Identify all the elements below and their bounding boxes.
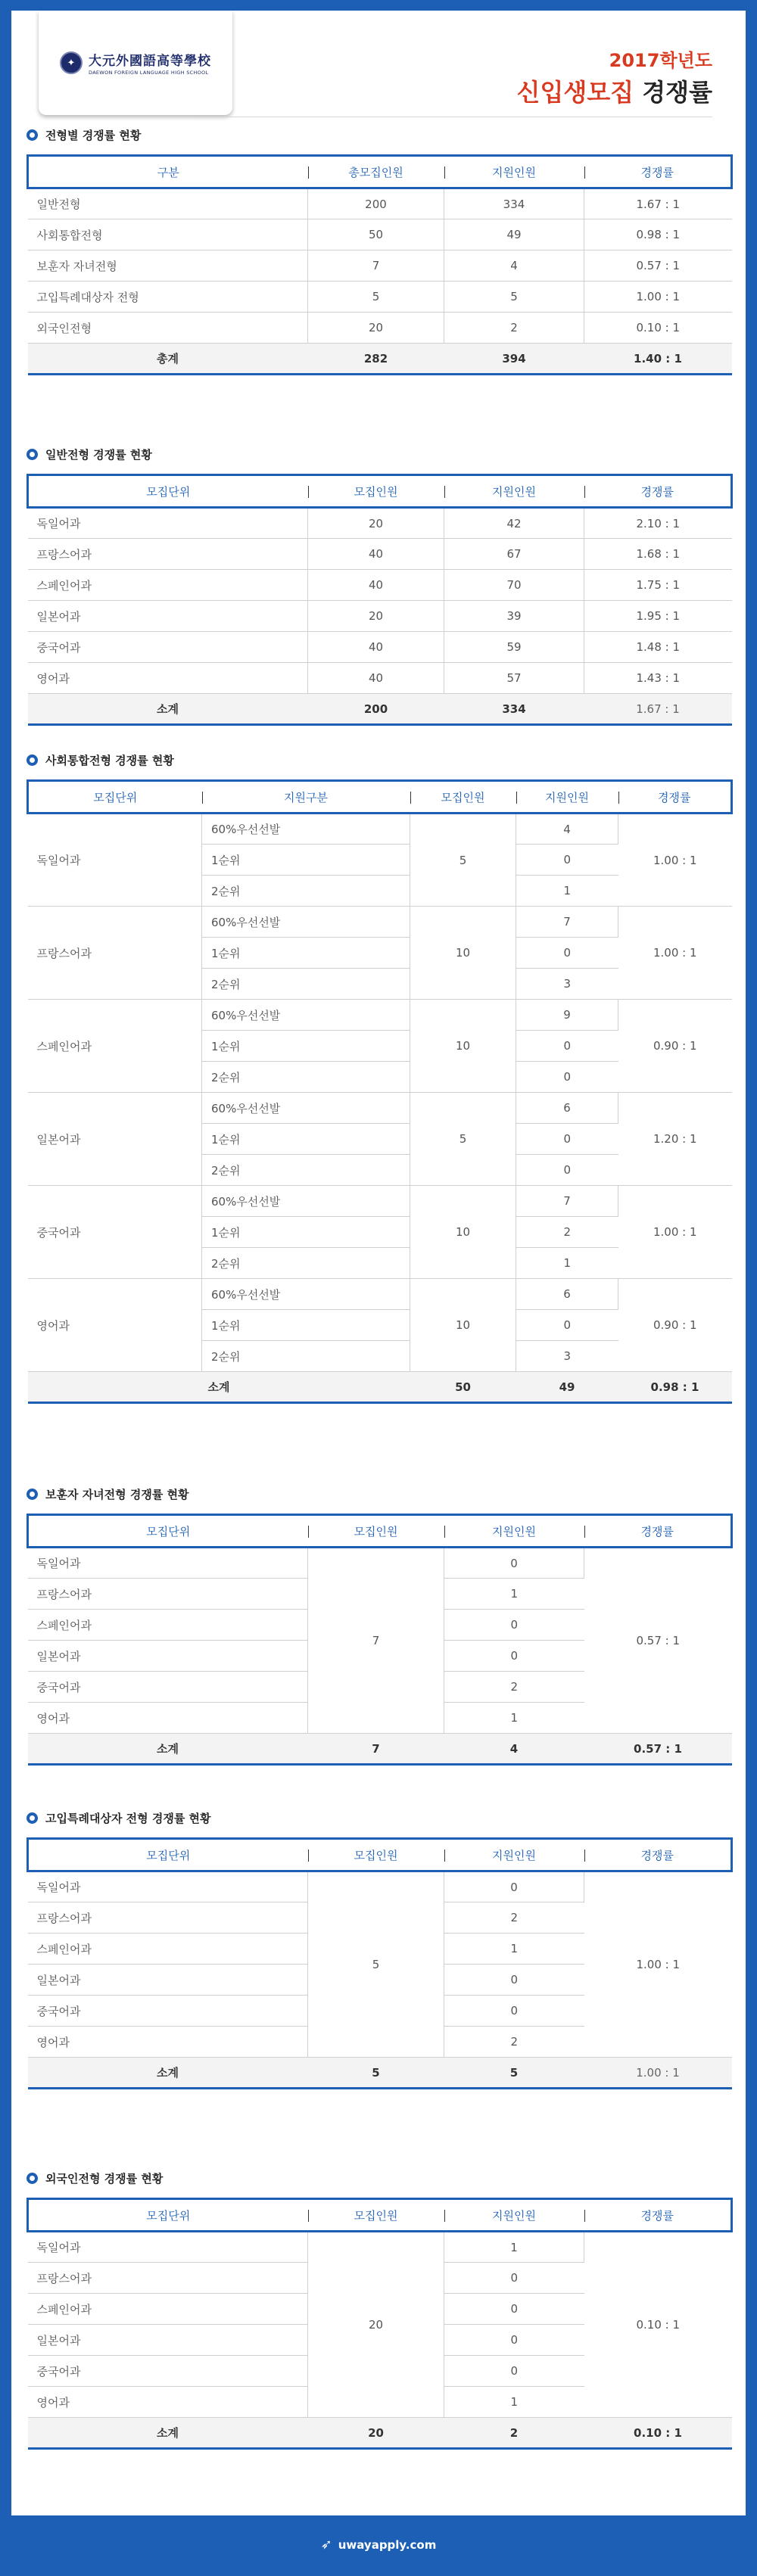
title-year: 2017학년도 [609,50,712,71]
table-cell: 20 [308,508,444,539]
overall-table [26,154,733,375]
dept-cell: 프랑스어과 [28,1579,308,1610]
col-header: 지원인원 [516,781,618,814]
table-row [28,539,732,570]
footer-link[interactable]: uwayapply.com [338,2537,437,2552]
subtype-cell: 60%우선선발 [202,907,410,938]
applicants-cell: 3 [516,969,618,1000]
table-row [28,250,732,282]
total-row [28,1372,732,1403]
table-cell: 282 [308,344,444,375]
table-cell: 1.75 : 1 [584,570,732,601]
table-cell: 20 [308,2418,444,2449]
applicants-cell: 1 [444,1934,584,1965]
applicants-cell: 6 [516,1093,618,1124]
dept-cell: 독일어과 [28,2232,308,2263]
dept-cell: 일본어과 [28,1093,202,1186]
applicants-cell: 6 [516,1279,618,1310]
table-cell: 소계 [28,2418,308,2449]
ratio-cell: 0.10 : 1 [584,2232,732,2418]
dept-cell: 스페인어과 [28,1610,308,1641]
table-cell: 영어과 [28,663,308,694]
subtype-cell: 1순위 [202,1217,410,1248]
ratio-cell: 0.90 : 1 [618,1279,732,1372]
total-row [28,2058,732,2089]
section-overall [26,126,731,375]
total-row [28,1734,732,1765]
col-header: 모집인원 [308,475,444,508]
table-cell: 외국인전형 [28,313,308,344]
applicants-cell: 0 [444,1871,584,1902]
applicants-cell: 0 [444,1610,584,1641]
col-header: 경쟁률 [584,475,732,508]
table-cell: 2 [444,2418,584,2449]
table-row [28,313,732,344]
subtype-cell: 1순위 [202,1310,410,1341]
bullet-icon [26,2173,38,2184]
dept-cell: 스페인어과 [28,1934,308,1965]
applicants-cell: 0 [516,1031,618,1062]
subtype-cell: 60%우선선발 [202,814,410,845]
quota-cell: 5 [308,1871,444,2058]
table-row [28,663,732,694]
total-row [28,344,732,375]
table-header-row [28,156,732,188]
table-cell: 40 [308,570,444,601]
applicants-cell: 1 [516,876,618,907]
footer [0,2537,757,2553]
table-header-row [28,1839,732,1871]
table-cell: 5 [444,2058,584,2089]
table-cell: 67 [444,539,584,570]
table-header-row [28,1515,732,1548]
ratio-cell: 1.00 : 1 [584,1871,732,2058]
school-logo-card [39,11,232,115]
applicants-cell: 0 [444,1965,584,1996]
applicants-cell: 0 [444,2263,584,2294]
applicants-cell: 0 [444,2294,584,2325]
table-cell: 총계 [28,344,308,375]
table-cell: 0.98 : 1 [618,1372,732,1403]
col-header: 모집단위 [28,1839,308,1871]
applicants-cell: 0 [444,1996,584,2027]
table-cell: 334 [444,188,584,219]
table-cell: 59 [444,632,584,663]
subtype-cell: 2순위 [202,969,410,1000]
bullet-icon [26,449,38,460]
col-header: 지원구분 [202,781,410,814]
ratio-cell: 1.00 : 1 [618,814,732,907]
table-row [28,1093,732,1124]
subtype-cell: 2순위 [202,1341,410,1372]
dept-cell: 프랑스어과 [28,2263,308,2294]
table-cell: 소계 [28,694,308,725]
table-cell: 20 [308,313,444,344]
table-cell: 일본어과 [28,601,308,632]
subtype-cell: 2순위 [202,1062,410,1093]
foreign-table [26,2198,733,2450]
quota-cell: 5 [410,1093,516,1186]
col-header: 경쟁률 [584,1839,732,1871]
table-row [28,907,732,938]
col-header: 모집인원 [308,2199,444,2232]
table-row [28,1000,732,1031]
subtype-cell: 1순위 [202,1124,410,1155]
subtype-cell: 60%우선선발 [202,1000,410,1031]
applicants-cell: 0 [516,1062,618,1093]
dept-cell: 독일어과 [28,1548,308,1579]
subtype-cell: 60%우선선발 [202,1279,410,1310]
table-cell: 0.10 : 1 [584,2418,732,2449]
col-header: 모집단위 [28,1515,308,1548]
ratio-cell: 0.90 : 1 [618,1000,732,1093]
table-cell: 1.95 : 1 [584,601,732,632]
dept-cell: 일본어과 [28,1965,308,1996]
col-header: 경쟁률 [618,781,732,814]
section-special [26,1809,731,2089]
dept-cell: 중국어과 [28,1672,308,1703]
col-header: 총모집인원 [308,156,444,188]
table-cell: 1.43 : 1 [584,663,732,694]
table-cell: 1.00 : 1 [584,2058,732,2089]
table-cell: 1.67 : 1 [584,694,732,725]
bullet-icon [26,129,38,141]
total-row [28,694,732,725]
table-cell: 334 [444,694,584,725]
section-title: 외국인전형 경쟁률 현황 [45,2171,164,2186]
table-cell: 200 [308,694,444,725]
section-social [26,751,731,1404]
applicants-cell: 1 [444,1579,584,1610]
subtype-cell: 1순위 [202,1031,410,1062]
table-row [28,814,732,845]
dept-cell: 영어과 [28,2027,308,2058]
page-content [11,11,746,2515]
table-cell: 49 [516,1372,618,1403]
school-emblem-icon: ✦ [60,51,83,74]
table-cell: 1.00 : 1 [584,282,732,313]
col-header: 지원인원 [444,2199,584,2232]
dept-cell: 중국어과 [28,2356,308,2387]
ratio-cell: 1.20 : 1 [618,1093,732,1186]
table-cell: 7 [308,1734,444,1765]
table-cell: 일반전형 [28,188,308,219]
quota-cell: 10 [410,1279,516,1372]
subtype-cell: 2순위 [202,1155,410,1186]
col-header: 지원인원 [444,475,584,508]
table-cell: 394 [444,344,584,375]
table-cell: 2.10 : 1 [584,508,732,539]
section-title: 사회통합전형 경쟁률 현황 [45,753,174,767]
applicants-cell: 0 [516,845,618,876]
table-cell: 0.10 : 1 [584,313,732,344]
section-general [26,445,731,726]
table-header-row [28,2199,732,2232]
title-main-dark: 경쟁률 [642,78,712,107]
table-cell: 70 [444,570,584,601]
col-header: 모집인원 [308,1515,444,1548]
table-row [28,1186,732,1217]
table-row [28,1279,732,1310]
dept-cell: 독일어과 [28,814,202,907]
dept-cell: 영어과 [28,1279,202,1372]
col-header: 모집인원 [410,781,516,814]
table-row [28,1871,732,1902]
total-row [28,2418,732,2449]
ratio-cell: 1.00 : 1 [618,907,732,1000]
applicants-cell: 3 [516,1341,618,1372]
general-table [26,474,733,726]
dept-cell: 중국어과 [28,1186,202,1279]
bullet-icon [26,1489,38,1500]
page-title [517,45,712,108]
table-cell: 0.57 : 1 [584,1734,732,1765]
table-cell: 4 [444,250,584,282]
col-header: 구분 [28,156,308,188]
subtype-cell: 60%우선선발 [202,1093,410,1124]
table-cell: 소계 [28,1372,410,1403]
veterans-table [26,1514,733,1766]
table-cell: 5 [308,2058,444,2089]
applicants-cell: 1 [444,2387,584,2418]
dept-cell: 스페인어과 [28,1000,202,1093]
quota-cell: 10 [410,1186,516,1279]
subtype-cell: 1순위 [202,845,410,876]
applicants-cell: 0 [516,1155,618,1186]
dept-cell: 스페인어과 [28,2294,308,2325]
table-row [28,219,732,250]
bird-logo-icon: ➶ [320,2537,332,2553]
table-row [28,570,732,601]
applicants-cell: 0 [444,2325,584,2356]
applicants-cell: 1 [444,2232,584,2263]
table-cell: 40 [308,539,444,570]
school-name-ko: 大元外國語高等學校 [89,54,211,69]
table-cell: 40 [308,663,444,694]
social-table [26,779,733,1404]
applicants-cell: 2 [444,2027,584,2058]
applicants-cell: 2 [516,1217,618,1248]
col-header: 지원인원 [444,1839,584,1871]
table-cell: 42 [444,508,584,539]
applicants-cell: 7 [516,907,618,938]
table-header-row [28,781,732,814]
subtype-cell: 60%우선선발 [202,1186,410,1217]
col-header: 경쟁률 [584,2199,732,2232]
subtype-cell: 2순위 [202,1248,410,1279]
table-cell: 소계 [28,1734,308,1765]
table-cell: 1.40 : 1 [584,344,732,375]
title-main-red: 신입생모집 [516,78,634,107]
table-cell: 200 [308,188,444,219]
table-row [28,601,732,632]
table-row [28,1548,732,1579]
applicants-cell: 0 [444,1548,584,1579]
table-cell: 40 [308,632,444,663]
table-cell: 2 [444,313,584,344]
section-foreign [26,2169,731,2450]
applicants-cell: 0 [444,1641,584,1672]
section-title: 보훈자 자녀전형 경쟁률 현황 [45,1487,189,1501]
applicants-cell: 0 [444,2356,584,2387]
table-cell: 57 [444,663,584,694]
table-row [28,188,732,219]
table-row [28,2232,732,2263]
section-title: 전형별 경쟁률 현황 [45,128,142,142]
table-cell: 5 [444,282,584,313]
ratio-cell: 0.57 : 1 [584,1548,732,1734]
subtype-cell: 1순위 [202,938,410,969]
table-cell: 49 [444,219,584,250]
dept-cell: 영어과 [28,2387,308,2418]
table-cell: 50 [410,1372,516,1403]
dept-cell: 일본어과 [28,1641,308,1672]
applicants-cell: 1 [516,1248,618,1279]
table-cell: 고입특례대상자 전형 [28,282,308,313]
dept-cell: 독일어과 [28,1871,308,1902]
table-cell: 독일어과 [28,508,308,539]
dept-cell: 중국어과 [28,1996,308,2027]
table-cell: 0.57 : 1 [584,250,732,282]
table-cell: 50 [308,219,444,250]
applicants-cell: 1 [444,1703,584,1734]
applicants-cell: 4 [516,814,618,845]
table-cell: 1.48 : 1 [584,632,732,663]
table-cell: 4 [444,1734,584,1765]
applicants-cell: 2 [444,1902,584,1934]
quota-cell: 10 [410,907,516,1000]
applicants-cell: 0 [516,1124,618,1155]
dept-cell: 일본어과 [28,2325,308,2356]
quota-cell: 10 [410,1000,516,1093]
table-cell: 1.67 : 1 [584,188,732,219]
table-row [28,632,732,663]
col-header: 경쟁률 [584,1515,732,1548]
table-cell: 보훈자 자녀전형 [28,250,308,282]
col-header: 모집단위 [28,2199,308,2232]
dept-cell: 프랑스어과 [28,1902,308,1934]
table-cell: 20 [308,601,444,632]
col-header: 모집단위 [28,475,308,508]
applicants-cell: 2 [444,1672,584,1703]
quota-cell: 20 [308,2232,444,2418]
table-cell: 프랑스어과 [28,539,308,570]
subtype-cell: 2순위 [202,876,410,907]
col-header: 모집인원 [308,1839,444,1871]
section-veterans [26,1485,731,1766]
applicants-cell: 7 [516,1186,618,1217]
applicants-cell: 0 [516,938,618,969]
table-header-row [28,475,732,508]
section-title: 일반전형 경쟁률 현황 [45,447,152,462]
col-header: 모집단위 [28,781,202,814]
col-header: 지원인원 [444,156,584,188]
col-header: 지원인원 [444,1515,584,1548]
table-cell: 중국어과 [28,632,308,663]
table-cell: 7 [308,250,444,282]
quota-cell: 5 [410,814,516,907]
dept-cell: 프랑스어과 [28,907,202,1000]
table-cell: 39 [444,601,584,632]
quota-cell: 7 [308,1548,444,1734]
table-row [28,282,732,313]
dept-cell: 영어과 [28,1703,308,1734]
table-cell: 소계 [28,2058,308,2089]
table-cell: 0.98 : 1 [584,219,732,250]
applicants-cell: 9 [516,1000,618,1031]
col-header: 경쟁률 [584,156,732,188]
ratio-cell: 1.00 : 1 [618,1186,732,1279]
school-name-en: DAEWON FOREIGN LANGUAGE HIGH SCHOOL [89,70,209,76]
table-row [28,508,732,539]
bullet-icon [26,1812,38,1824]
table-cell: 스페인어과 [28,570,308,601]
section-title: 고입특례대상자 전형 경쟁률 현황 [45,1811,211,1825]
bullet-icon [26,754,38,766]
table-cell: 5 [308,282,444,313]
applicants-cell: 0 [516,1310,618,1341]
table-cell: 사회통합전형 [28,219,308,250]
special-table [26,1837,733,2089]
table-cell: 1.68 : 1 [584,539,732,570]
